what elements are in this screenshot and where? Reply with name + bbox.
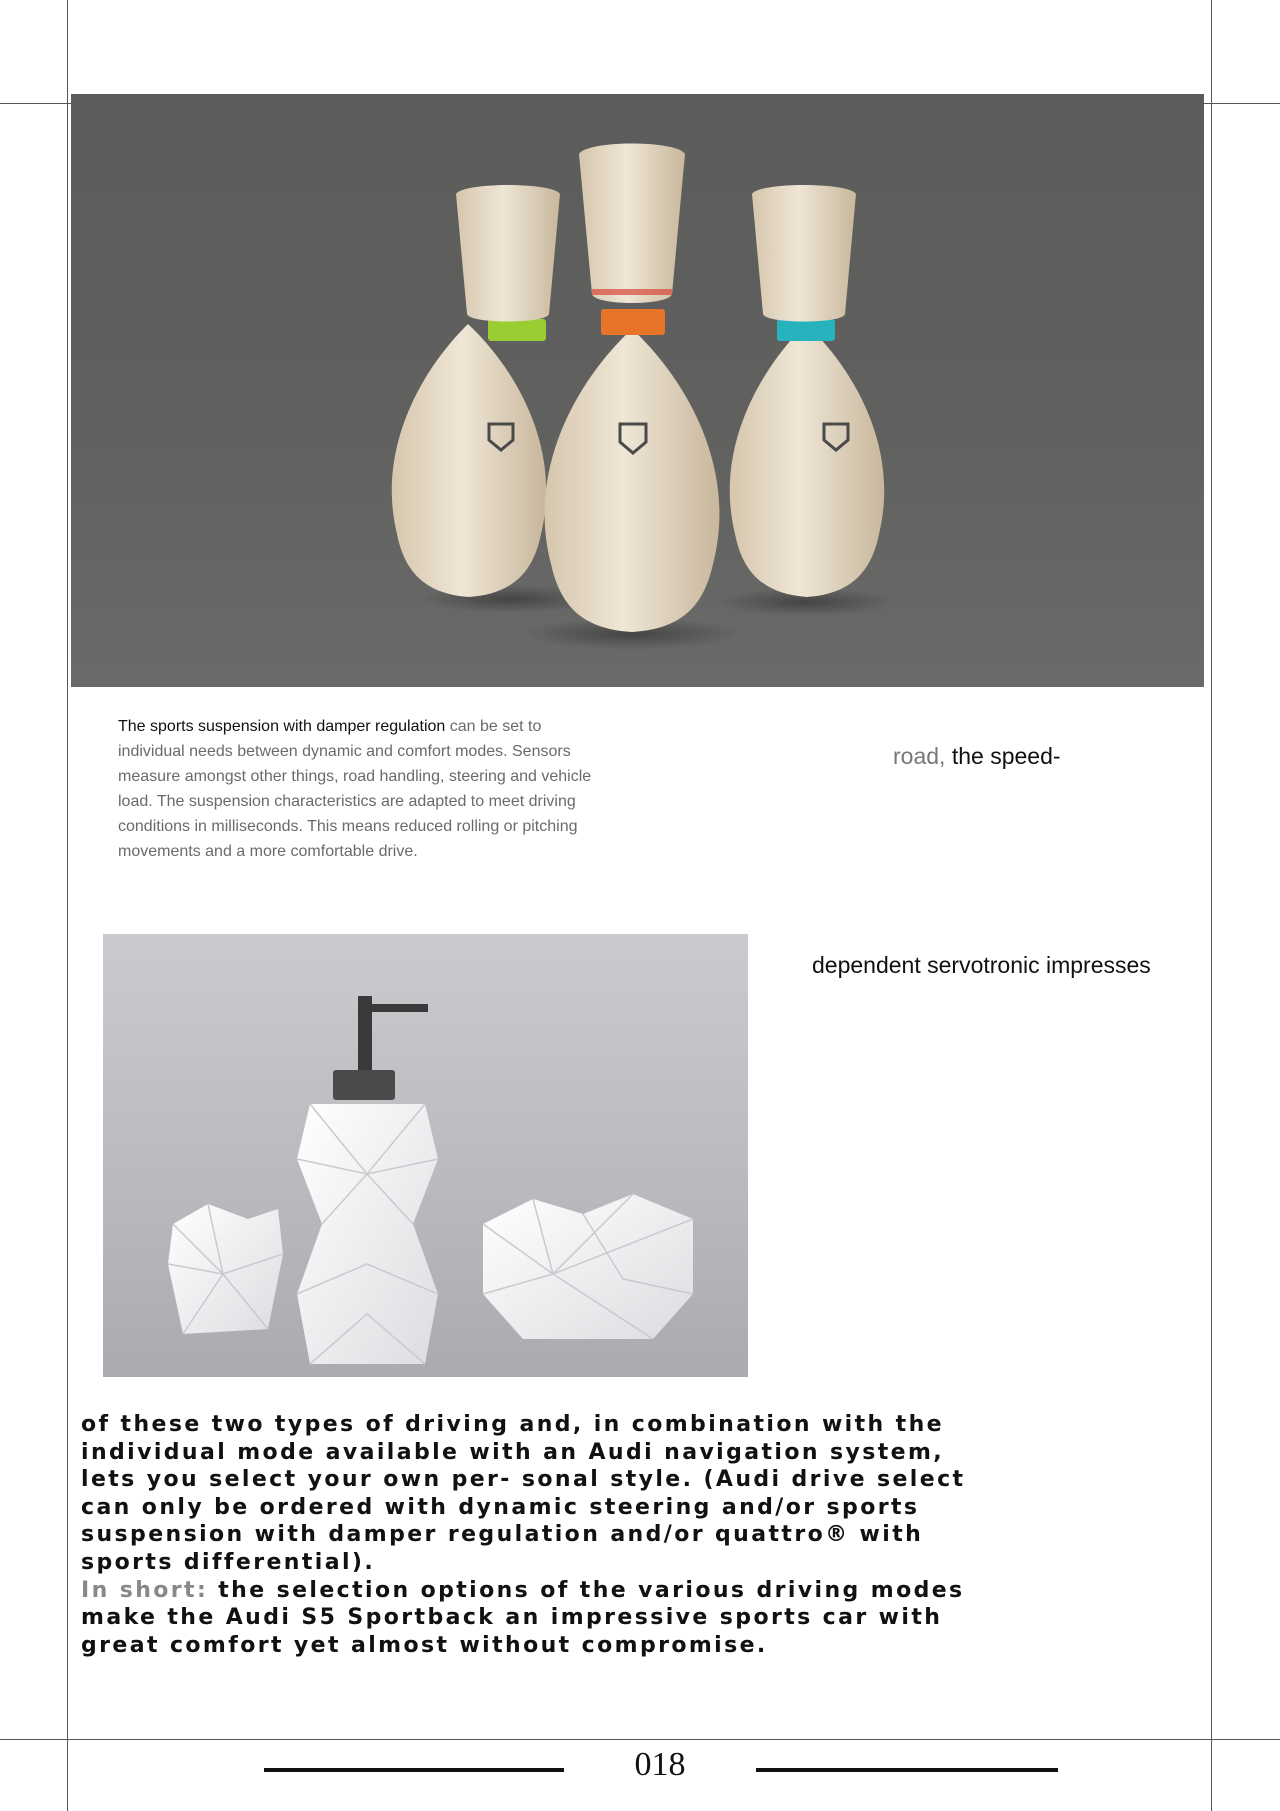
left-container <box>168 1204 283 1334</box>
in-short-paragraph <box>81 1577 981 1660</box>
footer-line-left <box>264 1768 564 1772</box>
left-bottle <box>392 185 560 597</box>
bowling-pin-bottles-image <box>71 94 1204 687</box>
side-text-servotronic: dependent servotronic impresses <box>812 952 1151 978</box>
bathroom-set-illustration <box>103 934 748 1377</box>
right-container <box>483 1194 693 1339</box>
suspension-paragraph <box>118 714 598 864</box>
frame-left <box>67 0 68 1811</box>
bathroom-set-image <box>103 934 748 1377</box>
footer-line-right <box>756 1768 1058 1772</box>
side-text-road-muted: road, <box>893 743 946 769</box>
page-number: 018 <box>634 1746 686 1783</box>
middle-bottle <box>545 144 720 633</box>
body-text-block <box>81 1411 981 1659</box>
paragraph-rest: can be set to individual needs between dynamic and comfort modes. Sensors measure amongst other things, road handling, steering and vehicle load. The suspension characteristics are adapted to meet driving conditions in milliseconds. This means reduced rolling or pitching movements and a more comfortable drive. <box>118 718 592 860</box>
bottles-illustration <box>71 94 1204 687</box>
body-text-main: of these two types of driving and, in combination with the individual mode available with an Audi navigation system, lets you select your own per- sonal style. (Audi drive select can only be ordered with dynamic steering and/or sports suspension with damper regulation and/or quattro® with sports differential). <box>81 1412 966 1575</box>
in-short-label: In short: <box>81 1577 209 1603</box>
frame-right <box>1211 0 1212 1811</box>
right-bottle <box>730 185 884 597</box>
paragraph-lead: The sports suspension with damper regulation <box>118 718 446 735</box>
side-text-road-main: the speed- <box>945 743 1061 769</box>
soap-dispenser <box>297 996 438 1364</box>
side-text-road <box>893 743 1061 770</box>
frame-bottom <box>0 1739 1280 1740</box>
in-short-text: the selection options of the various driving modes make the Audi S5 Sportback an impressive sports car with great comfort yet almost without compromise. <box>81 1577 965 1658</box>
